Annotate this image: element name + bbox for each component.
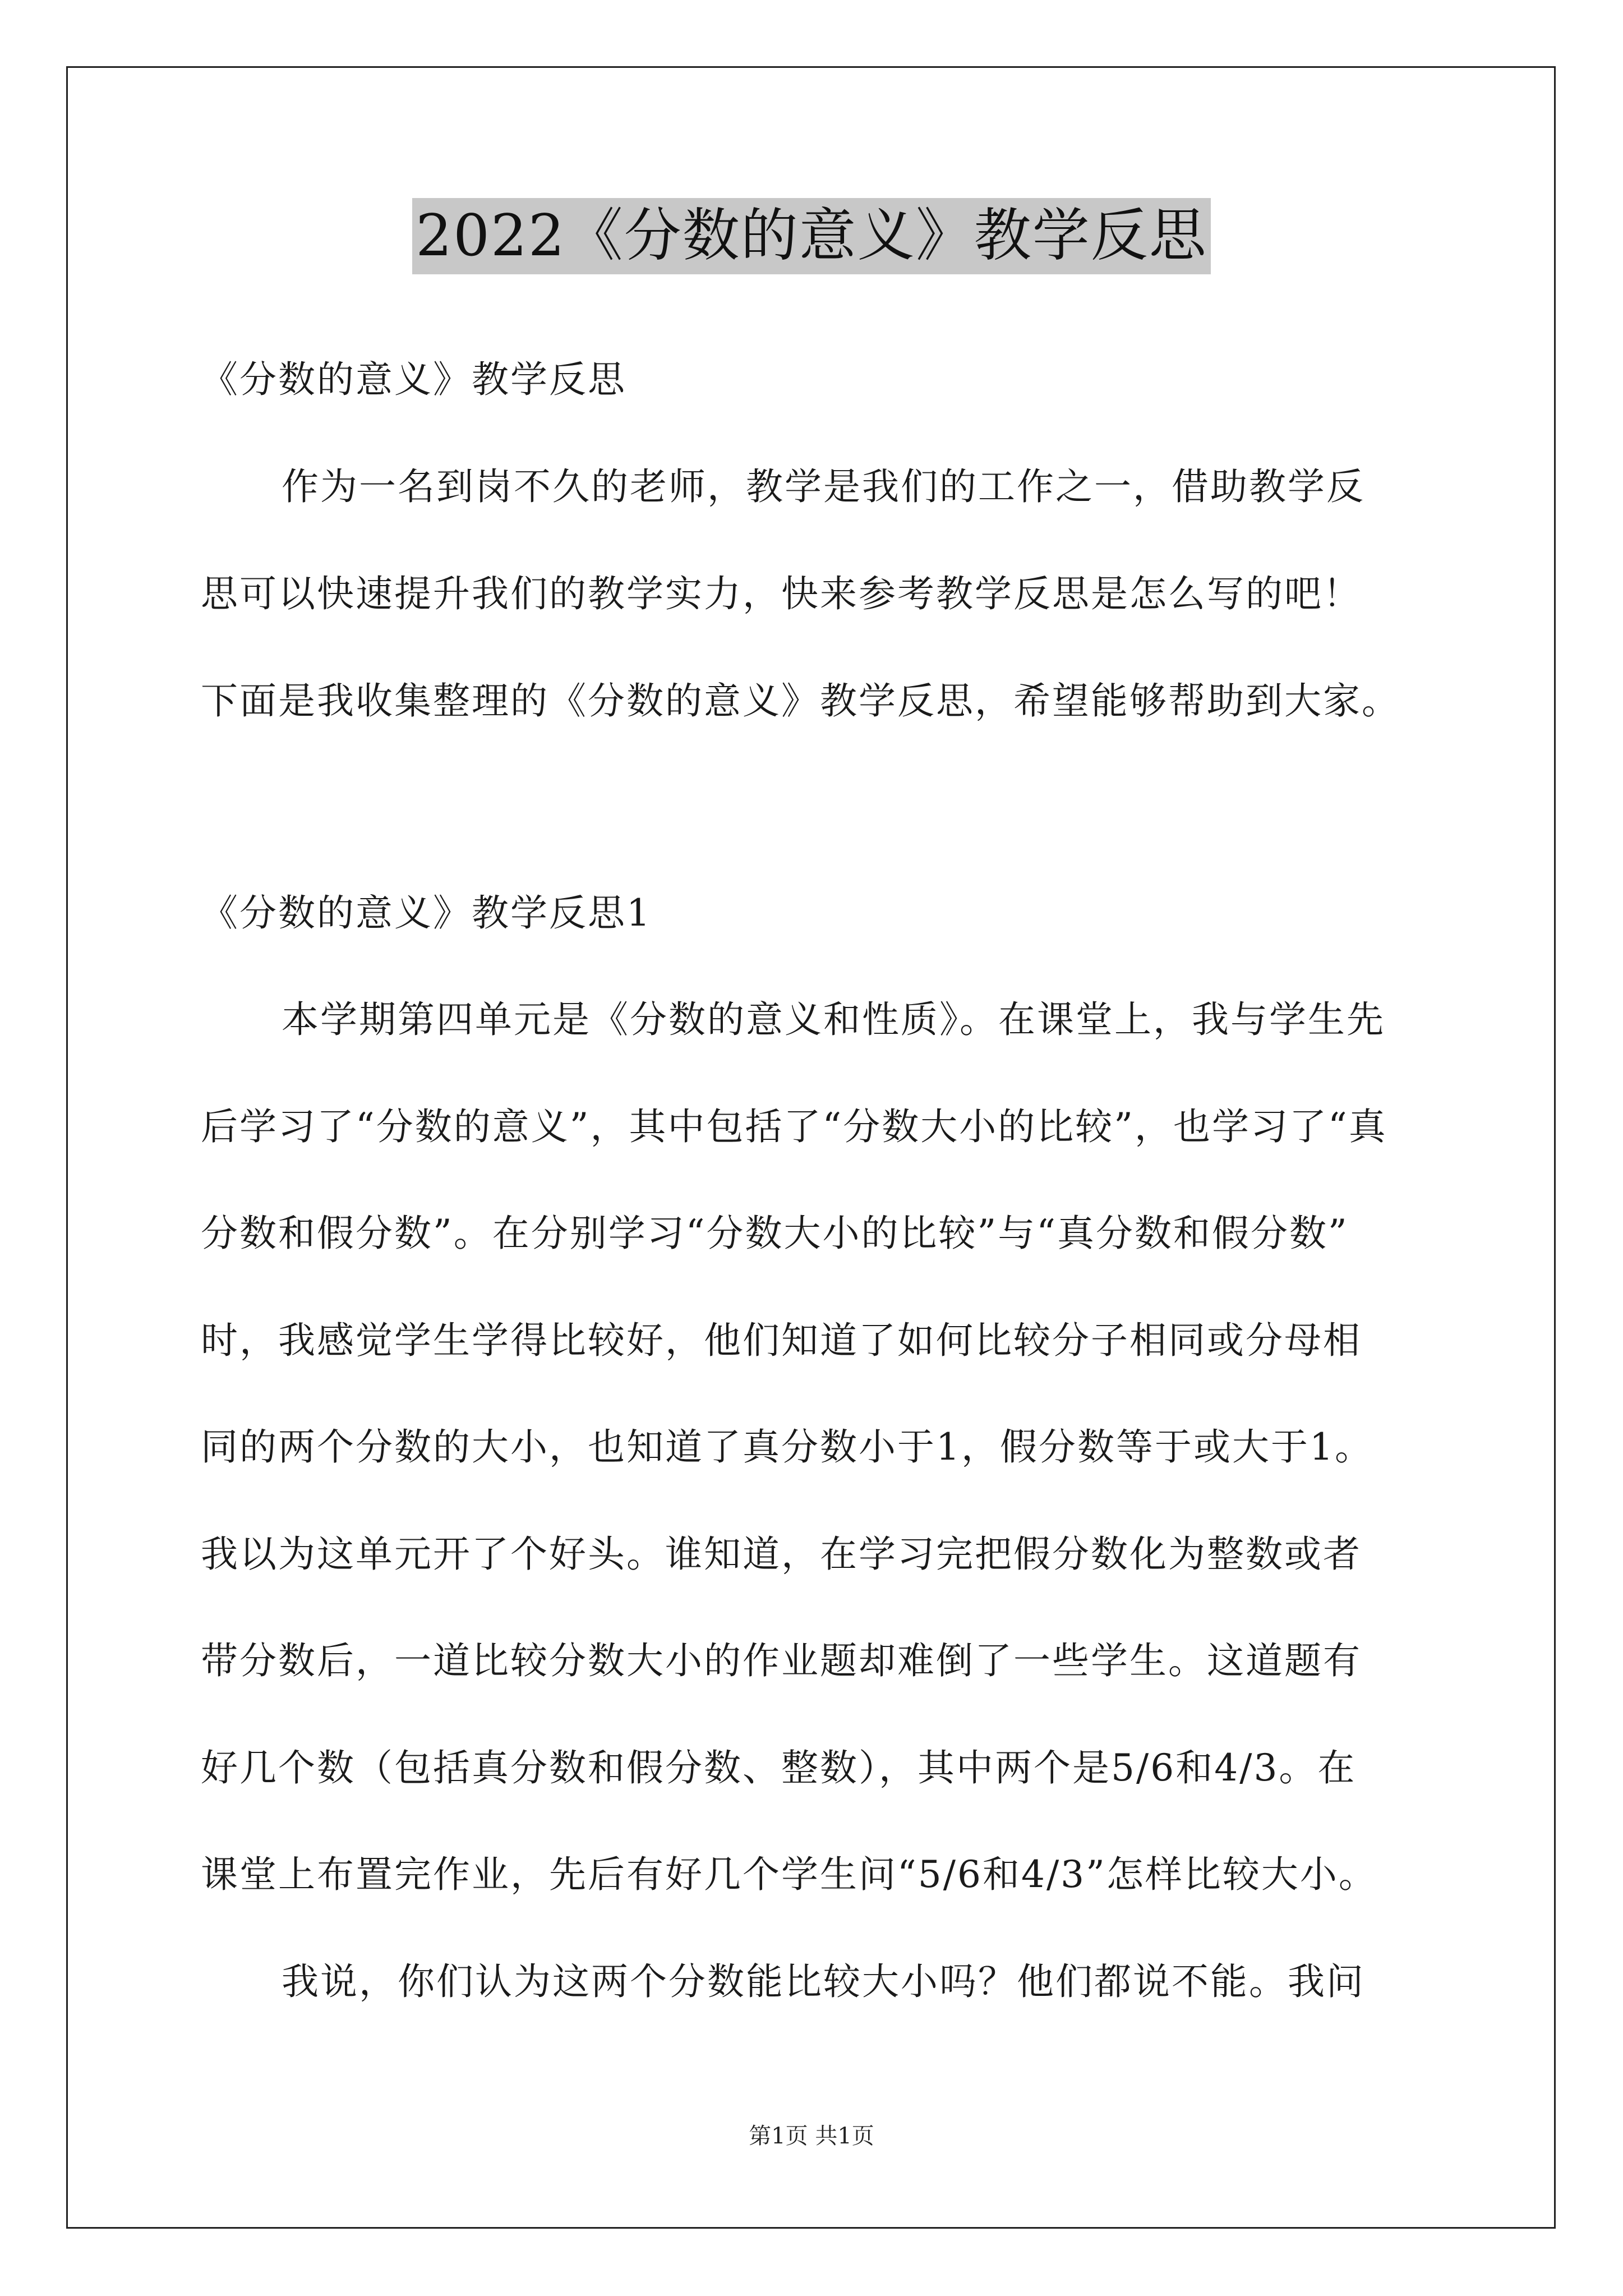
body-line: 我说，你们认为这两个分数能比较大小吗？他们都说不能。我问 [282, 1960, 1365, 2003]
body-line: 带分数后，一道比较分数大小的作业题却难倒了一些学生。这道题有 [201, 1639, 1362, 1682]
document-title: 2022《分数的意义》教学反思 [412, 198, 1211, 274]
body-line: 本学期第四单元是《分数的意义和性质》。在课堂上，我与学生先 [282, 998, 1385, 1041]
intro-line: 下面是我收集整理的《分数的意义》教学反思，希望能够帮助到大家。 [201, 679, 1400, 723]
body-line: 好几个数（包括真分数和假分数、整数），其中两个是5/6和4/3。在 [201, 1746, 1357, 1789]
body-line: 课堂上布置完作业，先后有好几个学生问“5/6和4/3”怎样比较大小。 [201, 1853, 1377, 1896]
page-footer: 第1页 共1页 [749, 2123, 874, 2149]
subtitle: 《分数的意义》教学反思 [201, 358, 626, 401]
body-line: 我以为这单元开了个好头。谁知道，在学习完把假分数化为整数或者 [201, 1533, 1362, 1576]
title-container [0, 198, 1623, 274]
body-line: 后学习了“分数的意义”，其中包括了“分数大小的比较”，也学习了“真 [201, 1105, 1387, 1148]
body-line: 分数和假分数”。在分别学习“分数大小的比较”与“真分数和假分数” [201, 1212, 1349, 1255]
body-line: 同的两个分数的大小，也知道了真分数小于1，假分数等于或大于1。 [201, 1425, 1373, 1469]
section-heading: 《分数的意义》教学反思1 [201, 891, 652, 935]
intro-line: 思可以快速提升我们的教学实力，快来参考教学反思是怎么写的吧！ [201, 572, 1362, 615]
body-line: 时，我感觉学生学得比较好，他们知道了如何比较分子相同或分母相 [201, 1319, 1362, 1362]
intro-line: 作为一名到岗不久的老师，教学是我们的工作之一，借助教学反 [282, 465, 1365, 508]
